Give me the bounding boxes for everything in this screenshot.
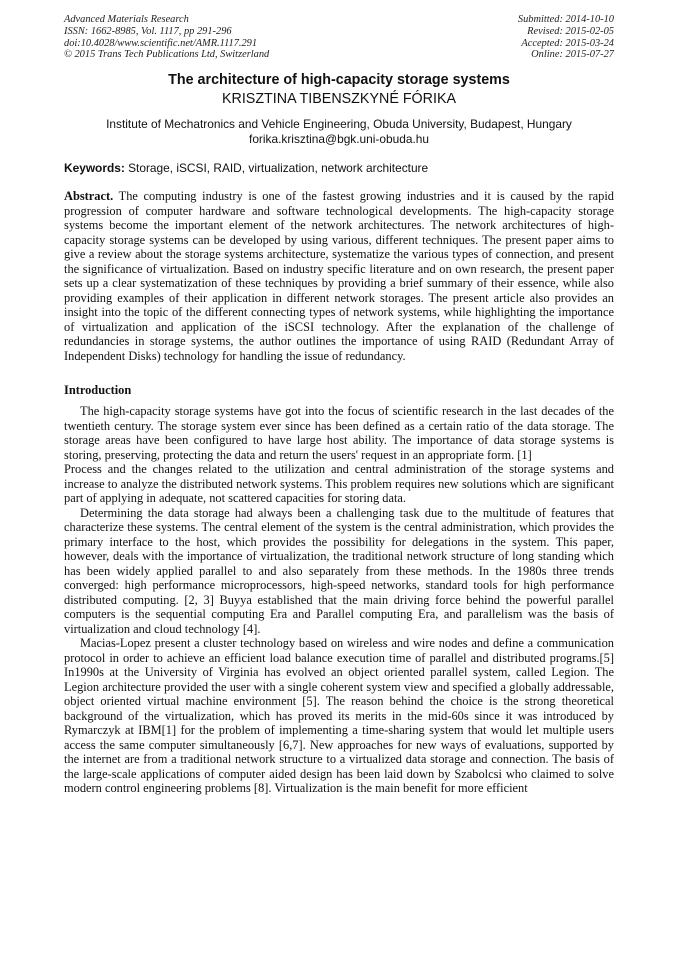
paragraph: Macias-Lopez present a cluster technology based on wireless and wire nodes and define a communication protocol in order to achieve an efficient load balance execution time of parallel and distributed programs.[5] In1990s at the University of Virginia has evolved an object oriented parallel system, called Legion. The Legion architecture provided the user with a single coherent system view and specified a globally addressable, object oriented virtual machine environment [5]. The reason behind the choice is the strong theoretical background of the virtualization, which has proved its merits in the mid-60s since it was introduced by Rymarczyk at IBM[1] for the problem of implementing a time-sharing system that would let multiple users access the same computer simultaneously [6,7]. New approaches for new ways of evaluations, supported by the internet are from a traditional network structure to a virtualized data storage and connection. The basis of the large-scale applications of computer aided design has been laid down by Szabolcsi who claimed to solve modern control engineering problems [8]. Virtualization is the main benefit for more efficient	[64, 636, 614, 796]
submitted-date: Submitted: 2014-10-10	[517, 14, 614, 25]
paragraph: Process and the changes related to the utilization and central administration of the storage systems and increase to analyze the distributed network systems. This problem requires new solutions which are significant part of applying in adequate, not scattered capacities for storing data.	[64, 462, 614, 506]
online-date: Online: 2015-07-27	[531, 49, 614, 61]
accepted-date: Accepted: 2015-03-24	[521, 37, 614, 49]
section-heading-introduction: Introduction	[64, 383, 132, 398]
keywords-label: Keywords:	[64, 161, 125, 176]
keywords	[64, 161, 614, 176]
paper-title: The architecture of high-capacity storage systems	[168, 72, 510, 89]
copyright-line: © 2015 Trans Tech Publications Ltd, Switzerland	[64, 49, 270, 61]
publication-dates	[518, 14, 614, 61]
abstract-text: The computing industry is one of the fastest growing industries and it is caused by the rapid progression of computer hardware and software technological developments. The high-capacity storage systems become the important element of the network architectures. The network architectures of high-capacity storage systems can be developed by using various, different techniques. The present paper aims to give a review about the storage systems architecture, systematize the various types of connection, and present the significance of virtualization. Based on industry specific literature and on own research, the present paper sets up a clear systematization of these techniques by providing a brief summary of their essence, while also providing examples of their application in different network storages. The present article also provides an insight into the topic of the different connecting types of network systems, while highlighting the importance of virtualization and application of the iSCSI technology. After the explanation of the challenge of redundancies in storage systems, the author outlines the importance of using RAID (Redundant Array of Independent Disks) technology for handling the issue of redundancy.	[64, 189, 614, 363]
keywords-text: Storage, iSCSI, RAID, virtualization, network architecture	[124, 161, 429, 176]
paragraph: The high-capacity storage systems have got into the focus of scientific research in the last decades of the twentieth century. The storage system ever since has been defined as a certain ratio of the data storage. The storage areas have been configured to have large host ability. The importance of data storage systems is storing, preserving, protecting the data and return the users' request in an appropriate form. [1]	[64, 404, 614, 462]
publication-info	[64, 14, 269, 61]
abstract	[64, 189, 614, 363]
author-name: KRISZTINA TIBENSZKYNÉ FÓRIKA	[221, 91, 457, 108]
author-affiliation: Institute of Mechatronics and Vehicle Engineering, Obuda University, Budapest, Hungary	[106, 117, 572, 132]
issn-line: ISSN: 1662-8985, Vol. 1117, pp 291-296	[64, 25, 232, 37]
abstract-label: Abstract.	[64, 189, 114, 204]
journal-header	[64, 14, 614, 61]
author-email: forika.krisztina@bgk.uni-obuda.hu	[249, 132, 429, 147]
doi-line: doi:10.4028/www.scientific.net/AMR.1117.291	[64, 37, 258, 49]
revised-date: Revised: 2015-02-05	[527, 25, 614, 37]
paragraph: Determining the data storage had always been a challenging task due to the multitude of features that characterize these systems. The central element of the system is the central administration, which provides the primary interface to the host, which provides the possibility for delegations in the system. This paper, however, deals with the importance of virtualization, the traditional network structure of long standing which has been widely applied parallel to and also separately from these methods. In the 1980s three trends converged: high performance microprocessors, high-speed networks, standard tools for high performance distributed computing. [2, 3] Buyya established that the main driving force behind the powerful parallel computers is the sequential computing Era and Parallel computing Era, and parallelism was the basis of virtualization and cloud technology [4].	[64, 505, 614, 636]
paper-page	[64, 14, 614, 796]
journal-name: Advanced Materials Research	[64, 14, 189, 25]
